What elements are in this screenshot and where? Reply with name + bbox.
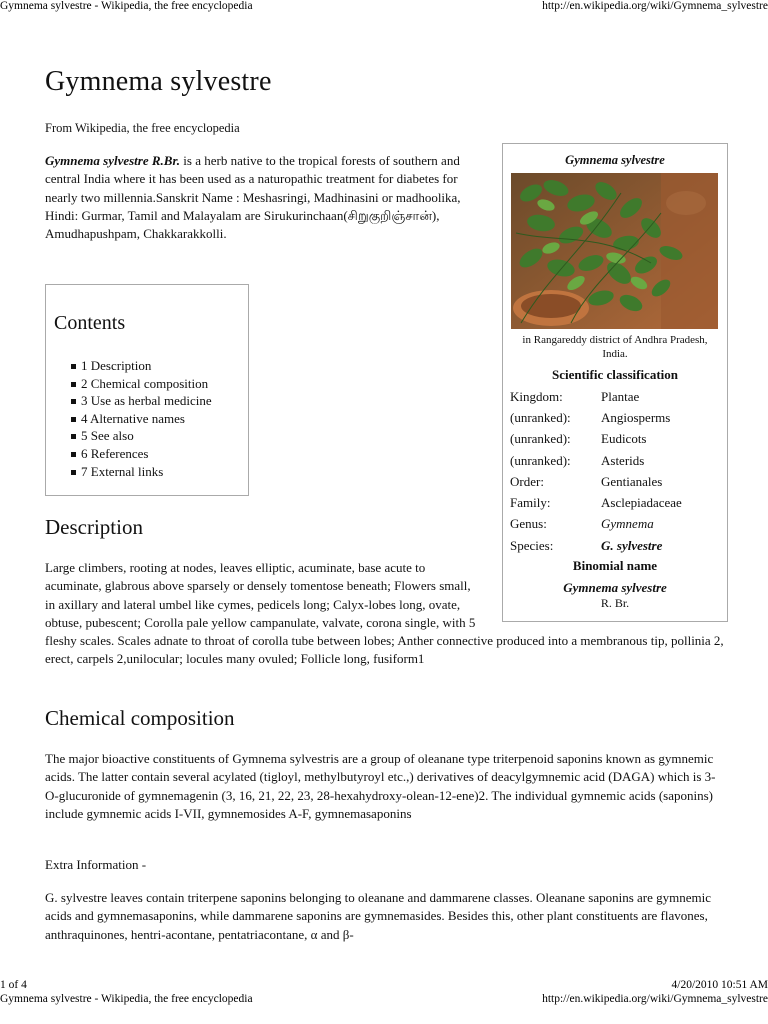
taxobox-rank: Order: <box>510 474 544 489</box>
print-tab-title: Gymnema sylvestre - Wikipedia, the free encyclopedia <box>0 0 253 12</box>
toc-item[interactable]: 6 References <box>81 445 212 463</box>
taxobox-value[interactable]: Angiosperms <box>601 410 671 425</box>
taxobox-value[interactable]: Gymnema <box>601 516 654 531</box>
tagline: From Wikipedia, the free encyclopedia <box>45 121 240 135</box>
binomial-name: Gymnema sylvestre <box>563 580 667 595</box>
print-tab-title: Gymnema sylvestre - Wikipedia, the free encyclopedia <box>0 993 253 1005</box>
toc-item[interactable]: 7 External links <box>81 463 212 481</box>
taxobox-value[interactable]: Eudicots <box>601 431 647 446</box>
toc-item[interactable]: 2 Chemical composition <box>81 375 212 393</box>
page-count: 1 of 4 <box>0 979 27 991</box>
taxobox-rank: Species: <box>510 538 554 553</box>
plant-photo-caption: in Rangareddy district of Andhra Pradesh, India. <box>522 334 708 360</box>
taxobox-rank: Kingdom: <box>510 389 563 404</box>
plant-photo[interactable] <box>511 173 718 329</box>
toc-item[interactable]: 5 See also <box>81 427 212 445</box>
intro-bold-term: Gymnema sylvestre R.Br. <box>45 153 181 168</box>
binomial-name-title: Binomial name <box>572 558 658 573</box>
page-title: Gymnema sylvestre <box>45 66 272 97</box>
taxobox-value: G. sylvestre <box>601 538 663 553</box>
description-text: Large climbers, rooting at nodes, leaves elliptic, acuminate, base acute to acuminate, glabrous above sparsely or densely tomentose beneath; Flowers small, in axillary and lateral umbel like cymes, pedicels long; Calyx-lobes long, ovate, obtuse, pubescent; Corolla pale yellow campanulate, valvate, corona single, with 5 fleshy scales. Scales adnate to throat of corolla tube between lobes; Anther connective produced into a membranous tip, pollinia 2, erect, carpels 2,unilocular; locules many ovuled; Follicle long, fusiform1 <box>45 560 724 667</box>
taxobox-rank: (unranked): <box>510 453 571 468</box>
intro-paragraph <box>45 152 465 243</box>
intro-text: is a herb native to the tropical forests of southern and central India where it has been used as a naturopathic treatment for diabetes for nearly two millennia.Sanskrit Name : Meshasringi, Madhinasini or madhoolika, Hindi: Gurmar, Tamil and Malayalam are Sirukurinchaan(சிறுகுறிஞ்சான்), Amudhapushpam, Chakkarakkolli. <box>45 153 461 242</box>
scientific-classification-title: Scientific classification <box>551 367 678 382</box>
extra-information-label: Extra Information - <box>45 857 147 872</box>
print-datetime: 4/20/2010 10:51 AM <box>671 979 768 991</box>
taxobox <box>502 143 728 622</box>
toc-list <box>81 357 212 480</box>
plant-photo-illustration <box>511 173 718 329</box>
print-header <box>0 0 768 14</box>
taxobox-value[interactable]: Asclepiadaceae <box>601 495 682 510</box>
table-of-contents <box>45 284 249 496</box>
taxobox-value[interactable]: Plantae <box>601 389 640 404</box>
extra-information-paragraph: G. sylvestre leaves contain triterpene saponins belonging to oleanane and dammarene classes. Oleanane saponins are gymnemic acids and gymnemasaponins, while dammarene saponins are gymnemasides. Besides this, other plant constituents are flavones, anthraquinones, hentri-acontane, pentatriacontane, α and β- <box>45 890 712 942</box>
taxobox-rank: (unranked): <box>510 410 571 425</box>
toc-item[interactable]: 1 Description <box>81 357 212 375</box>
print-url: http://en.wikipedia.org/wiki/Gymnema_sylvestre <box>542 993 768 1005</box>
section-heading-chemical-composition: Chemical composition <box>45 706 235 730</box>
toc-item[interactable]: 4 Alternative names <box>81 410 212 428</box>
taxobox-rank: Family: <box>510 495 551 510</box>
chemical-paragraph: The major bioactive constituents of Gymnema sylvestris are a group of oleanane type triterpenoid saponins known as gymnemic acids. The latter contain several acylated (tigloyl, methylbutyroyl etc.,) derivatives of deacylgymnemic acid (DAGA) which is 3-O-glucuronide of gymnemagenin (3, 16, 21, 22, 23, 28-hexahydroxy-olean-12-ene)2. The individual gymnemic acids (saponins) include gymnemic acids I-VII, gymnemosides A-F, gymnemasaponins <box>45 751 716 821</box>
infobox-wrap-spacer <box>480 559 725 632</box>
taxobox-value[interactable]: Gentianales <box>601 474 663 489</box>
print-url: http://en.wikipedia.org/wiki/Gymnema_sylvestre <box>542 0 768 12</box>
taxobox-rank: (unranked): <box>510 431 571 446</box>
toc-item[interactable]: 3 Use as herbal medicine <box>81 393 212 409</box>
binomial-authority[interactable]: R. Br. <box>600 596 630 610</box>
taxobox-value[interactable]: Asterids <box>601 453 645 468</box>
taxobox-caption: Gymnema sylvestre <box>565 153 665 167</box>
toc-title: Contents <box>54 312 126 334</box>
section-heading-description: Description <box>45 515 143 539</box>
taxobox-rank: Genus: <box>510 516 547 531</box>
